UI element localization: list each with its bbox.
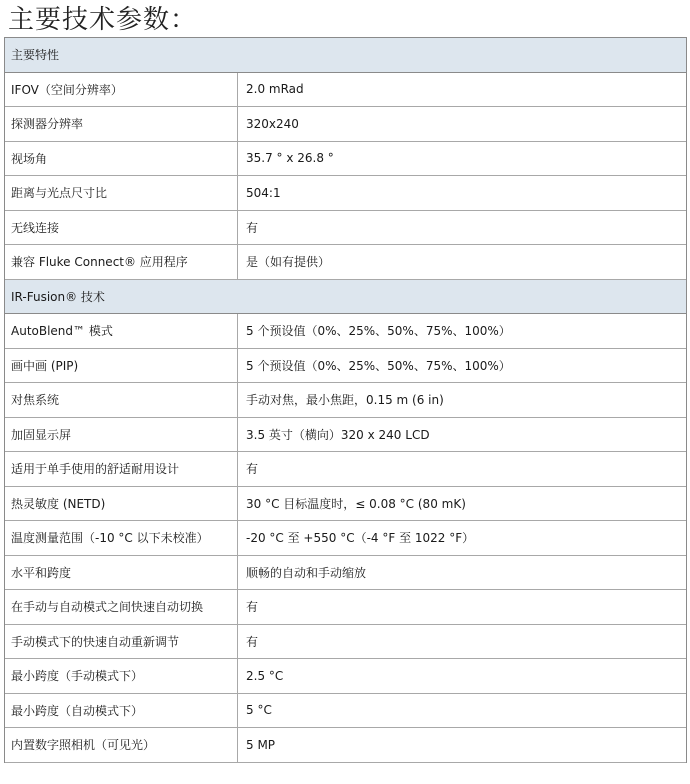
section-title: IR-Fusion® 技术 (11, 289, 105, 304)
spec-label: 视场角 (5, 142, 238, 176)
spec-value: 2.0 mRad (246, 82, 304, 97)
spec-label: AutoBlend™ 模式 (5, 314, 238, 348)
spec-value: 5 个预设值（0%、25%、50%、75%、100%） (246, 358, 511, 373)
spec-value: 3.5 英寸（横向）320 x 240 LCD (246, 427, 430, 442)
spec-label: 兼容 Fluke Connect® 应用程序 (5, 245, 238, 279)
spec-value: 5 个预设值（0%、25%、50%、75%、100%） (246, 324, 511, 339)
table-row (5, 418, 686, 453)
spec-label: 最小跨度（自动模式下） (5, 694, 238, 728)
spec-value: 手动对焦，最小焦距，0.15 m (6 in) (246, 393, 444, 408)
table-row (5, 625, 686, 660)
spec-label: 水平和跨度 (5, 556, 238, 590)
table-row (5, 590, 686, 625)
spec-value: 30 °C 目标温度时，≤ 0.08 °C (80 mK) (246, 496, 466, 511)
spec-value: 有 (246, 600, 259, 615)
table-row (5, 452, 686, 487)
spec-value: 5 MP (246, 737, 276, 752)
table-row (5, 73, 686, 108)
spec-label: 加固显示屏 (5, 418, 238, 452)
spec-label: 内置数字照相机（可见光） (5, 728, 238, 762)
table-row (5, 176, 686, 211)
spec-label: 探测器分辨率 (5, 107, 238, 141)
spec-value: 有 (246, 220, 259, 235)
table-row (5, 728, 686, 763)
spec-label: 无线连接 (5, 211, 238, 245)
page-title: 主要技术参数： (8, 5, 198, 35)
spec-value: 35.7 ° x 26.8 ° (246, 151, 334, 166)
table-row (5, 107, 686, 142)
spec-value: 顺畅的自动和手动缩放 (246, 565, 367, 580)
spec-label: 最小跨度（手动模式下） (5, 659, 238, 693)
spec-label: 适用于单手使用的舒适耐用设计 (5, 452, 238, 486)
spec-label: 热灵敏度 (NETD) (5, 487, 238, 521)
section-header-ir-fusion (5, 280, 686, 315)
spec-label: IFOV（空间分辨率） (5, 73, 238, 107)
spec-label: 距离与光点尺寸比 (5, 176, 238, 210)
section-title: 主要特性 (11, 48, 60, 63)
table-row (5, 314, 686, 349)
table-row (5, 349, 686, 384)
table-row (5, 556, 686, 591)
spec-value: 5 °C (246, 703, 272, 718)
table-row (5, 211, 686, 246)
spec-table (4, 37, 687, 763)
spec-value: 有 (246, 634, 259, 649)
spec-value: 是（如有提供） (246, 255, 331, 270)
table-row (5, 521, 686, 556)
spec-value: 504:1 (246, 185, 281, 200)
spec-value: 2.5 °C (246, 668, 284, 683)
table-row (5, 659, 686, 694)
spec-value: 有 (246, 462, 259, 477)
spec-label: 在手动与自动模式之间快速自动切换 (5, 590, 238, 624)
spec-value: -20 °C 至 +550 °C（-4 °F 至 1022 °F） (246, 531, 475, 546)
section-header-main-features (5, 38, 686, 73)
spec-label: 对焦系统 (5, 383, 238, 417)
spec-label: 画中画 (PIP) (5, 349, 238, 383)
spec-label: 手动模式下的快速自动重新调节 (5, 625, 238, 659)
table-row (5, 694, 686, 729)
table-row (5, 245, 686, 280)
table-row (5, 142, 686, 177)
spec-label: 温度测量范围（-10 °C 以下未校准） (5, 521, 238, 555)
table-row (5, 487, 686, 522)
spec-value: 320x240 (246, 116, 299, 131)
table-row (5, 383, 686, 418)
